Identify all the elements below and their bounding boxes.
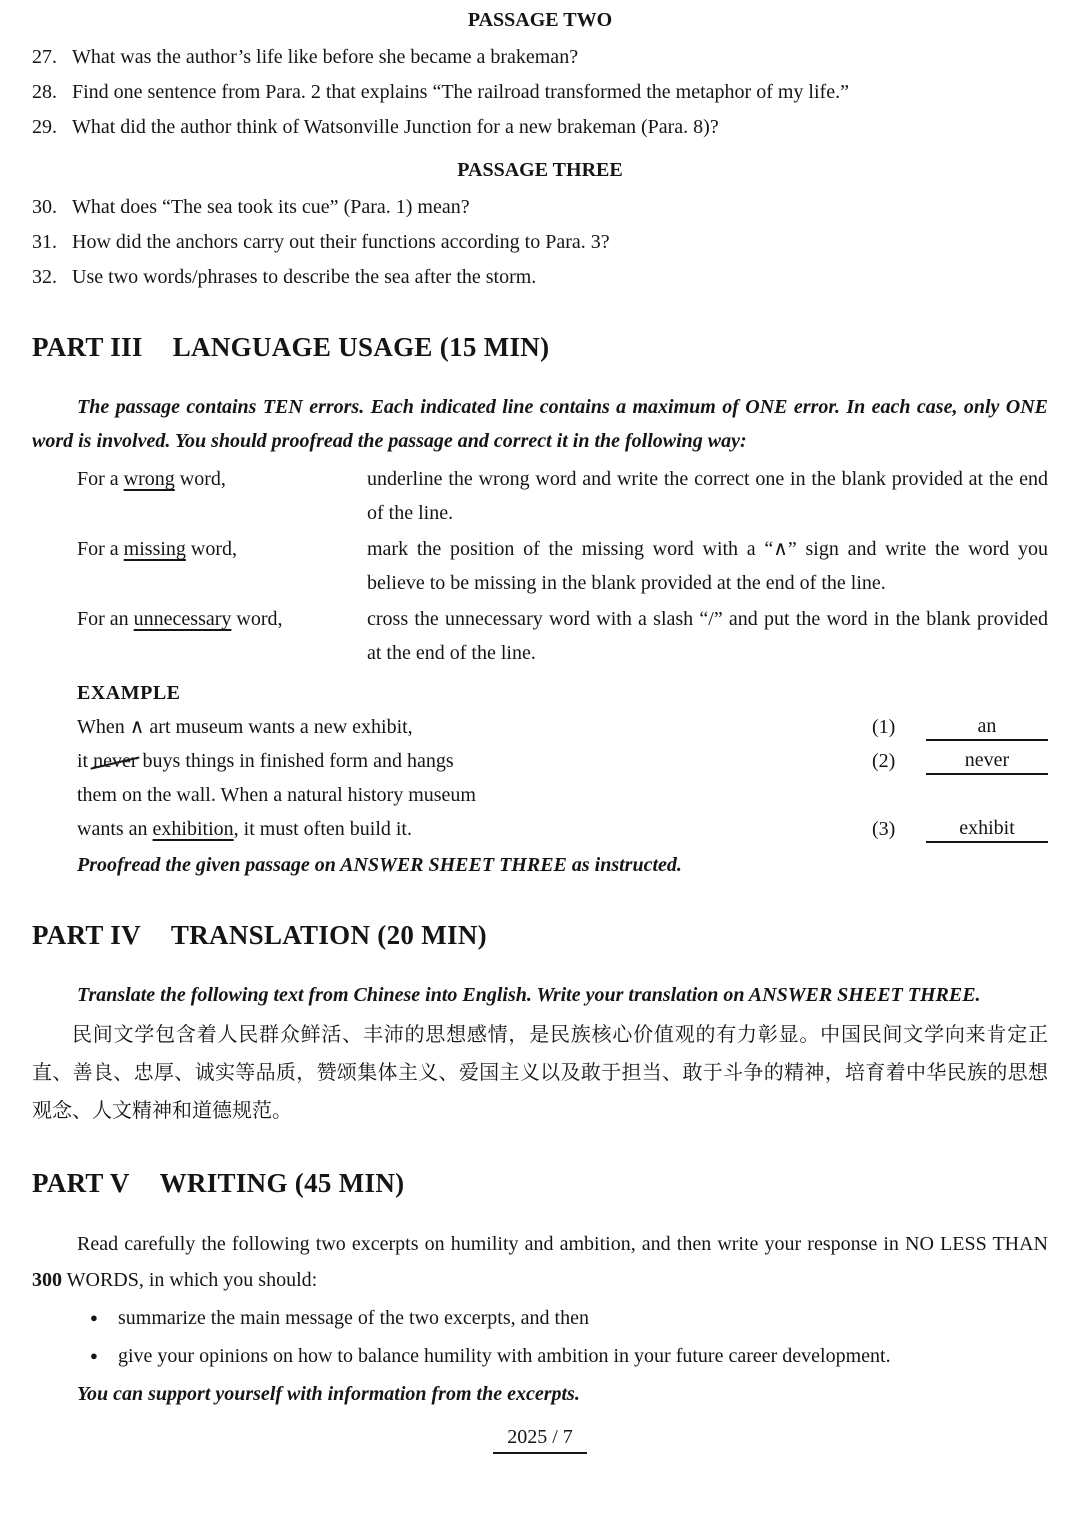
example-text-pre: it bbox=[77, 750, 94, 772]
rule-label bbox=[32, 532, 367, 600]
example-text-post: art museum wants a new exhibit, bbox=[144, 716, 413, 738]
question-number: 27. bbox=[32, 46, 57, 68]
rule-description: cross the unnecessary word with a slash “/” and put the word in the blank provided at the end of the line. bbox=[367, 608, 1048, 664]
question-number: 32. bbox=[32, 266, 57, 288]
rule-keyword: unnecessary bbox=[133, 608, 232, 630]
example-line-4 bbox=[32, 812, 1048, 846]
page-footer bbox=[32, 1424, 1048, 1454]
part3-heading bbox=[32, 330, 1048, 364]
rule-label-post: word, bbox=[174, 468, 226, 490]
part3-title: LANGUAGE USAGE (15 MIN) bbox=[172, 332, 550, 362]
question-29 bbox=[32, 110, 1048, 144]
bullet-icon: ● bbox=[90, 1348, 98, 1363]
example-text bbox=[77, 744, 872, 778]
rule-label bbox=[32, 602, 367, 670]
part5-label: PART V bbox=[32, 1168, 130, 1198]
passage-three-heading: PASSAGE THREE bbox=[457, 159, 623, 181]
question-text: What did the author think of Watsonville Junction for a new brakeman (Para. 8)? bbox=[72, 116, 719, 138]
rule-label bbox=[32, 462, 367, 530]
writing-support-note: You can support yourself with information from the excerpts. bbox=[77, 1383, 580, 1405]
question-text: Use two words/phrases to describe the sea after the storm. bbox=[72, 266, 537, 288]
question-text: What was the author’s life like before she became a brakeman? bbox=[72, 46, 579, 68]
rule-label-pre: For a bbox=[77, 468, 124, 490]
underlined-word: exhibition bbox=[152, 818, 234, 840]
passage-two-heading: PASSAGE TWO bbox=[467, 9, 613, 31]
question-32 bbox=[32, 260, 1048, 294]
question-27 bbox=[32, 40, 1048, 74]
word-count: 300 bbox=[32, 1269, 62, 1291]
page-number: 2025 / 7 bbox=[493, 1424, 587, 1454]
question-30 bbox=[32, 190, 1048, 224]
example-text-pre: When bbox=[77, 716, 130, 738]
proofreading-rule-unnecessary bbox=[32, 602, 1048, 670]
rule-label-post: word, bbox=[185, 538, 238, 560]
example-text-post: , it must often build it. bbox=[233, 818, 412, 840]
example-heading: EXAMPLE bbox=[77, 682, 181, 704]
bullet-icon: ● bbox=[90, 1310, 98, 1325]
bullet-text: summarize the main message of the two excerpts, and then bbox=[118, 1307, 589, 1329]
question-text: Find one sentence from Para. 2 that explains “The railroad transformed the metaphor of my life.” bbox=[72, 81, 849, 103]
example-line-2 bbox=[32, 744, 1048, 778]
part3-instructions: The passage contains TEN errors. Each indicated line contains a maximum of ONE error. In each case, only ONE word is involved. You should proofread the passage and correct it in the following way: bbox=[32, 396, 1048, 452]
example-text-post: buys things in finished form and hangs bbox=[137, 750, 454, 772]
example-text: them on the wall. When a natural history museum bbox=[77, 784, 476, 806]
bullet-item-1 bbox=[32, 1300, 1048, 1336]
caret-icon: ∧ bbox=[129, 716, 145, 738]
example-text-pre: wants an bbox=[77, 818, 153, 840]
part3-label: PART III bbox=[32, 332, 143, 362]
part5-intro-pre: Read carefully the following two excerpts on humility and ambition, and then write your response in NO LESS THAN bbox=[77, 1233, 1048, 1255]
answer-blank: exhibit bbox=[926, 813, 1048, 843]
rule-label-pre: For a bbox=[77, 538, 124, 560]
answer-blank: an bbox=[926, 711, 1048, 741]
example-number: (3) bbox=[872, 818, 896, 840]
question-number: 28. bbox=[32, 81, 57, 103]
answer-blank: never bbox=[926, 745, 1048, 775]
rule-keyword: missing bbox=[123, 538, 186, 560]
rule-description: mark the position of the missing word with a “∧” sign and write the word you believe to be missing in the blank provided at the end of the line. bbox=[367, 538, 1048, 594]
example-line-1 bbox=[32, 710, 1048, 744]
question-number: 30. bbox=[32, 196, 57, 218]
rule-label-post: word, bbox=[231, 608, 283, 630]
example-number: (2) bbox=[872, 750, 896, 772]
question-number: 29. bbox=[32, 116, 57, 138]
rule-keyword: wrong bbox=[123, 468, 175, 490]
proofread-note: Proofread the given passage on ANSWER SHEET THREE as instructed. bbox=[77, 854, 682, 876]
question-28 bbox=[32, 75, 1048, 109]
rule-label-pre: For an bbox=[77, 608, 134, 630]
proofreading-rule-wrong bbox=[32, 462, 1048, 530]
bullet-text: give your opinions on how to balance humility with ambition in your future career development. bbox=[118, 1345, 891, 1367]
bullet-item-2 bbox=[32, 1338, 1048, 1374]
translation-chinese-text: 民间文学包含着人民群众鲜活、丰沛的思想感情，是民族核心价值观的有力彰显。中国民间文学向来肯定正直、善良、忠厚、诚实等品质，赞颂集体主义、爱国主义以及敢于担当、敢于斗争的精神，培育着中华民族的思想观念、人文精神和道德规范。 bbox=[32, 1024, 1048, 1122]
example-text bbox=[77, 710, 872, 744]
question-number: 31. bbox=[32, 231, 57, 253]
part4-label: PART IV bbox=[32, 920, 141, 950]
part4-instructions: Translate the following text from Chinese into English. Write your translation on ANSWER SHEET THREE. bbox=[77, 984, 981, 1006]
example-line-3 bbox=[32, 778, 1048, 812]
part4-heading bbox=[32, 918, 1048, 952]
part5-intro bbox=[32, 1226, 1048, 1298]
crossed-word: never bbox=[93, 744, 137, 778]
rule-description: underline the wrong word and write the correct one in the blank provided at the end of the line. bbox=[367, 468, 1048, 524]
example-number: (1) bbox=[872, 716, 896, 738]
example-text bbox=[77, 812, 872, 846]
part4-title: TRANSLATION (20 MIN) bbox=[170, 920, 487, 950]
part5-heading bbox=[32, 1166, 1048, 1200]
question-text: What does “The sea took its cue” (Para. 1) mean? bbox=[72, 196, 470, 218]
question-31 bbox=[32, 225, 1048, 259]
proofreading-rule-missing bbox=[32, 532, 1048, 600]
part5-title: WRITING (45 MIN) bbox=[159, 1168, 405, 1198]
question-text: How did the anchors carry out their functions according to Para. 3? bbox=[72, 231, 610, 253]
part5-intro-post: WORDS, in which you should: bbox=[62, 1269, 318, 1291]
